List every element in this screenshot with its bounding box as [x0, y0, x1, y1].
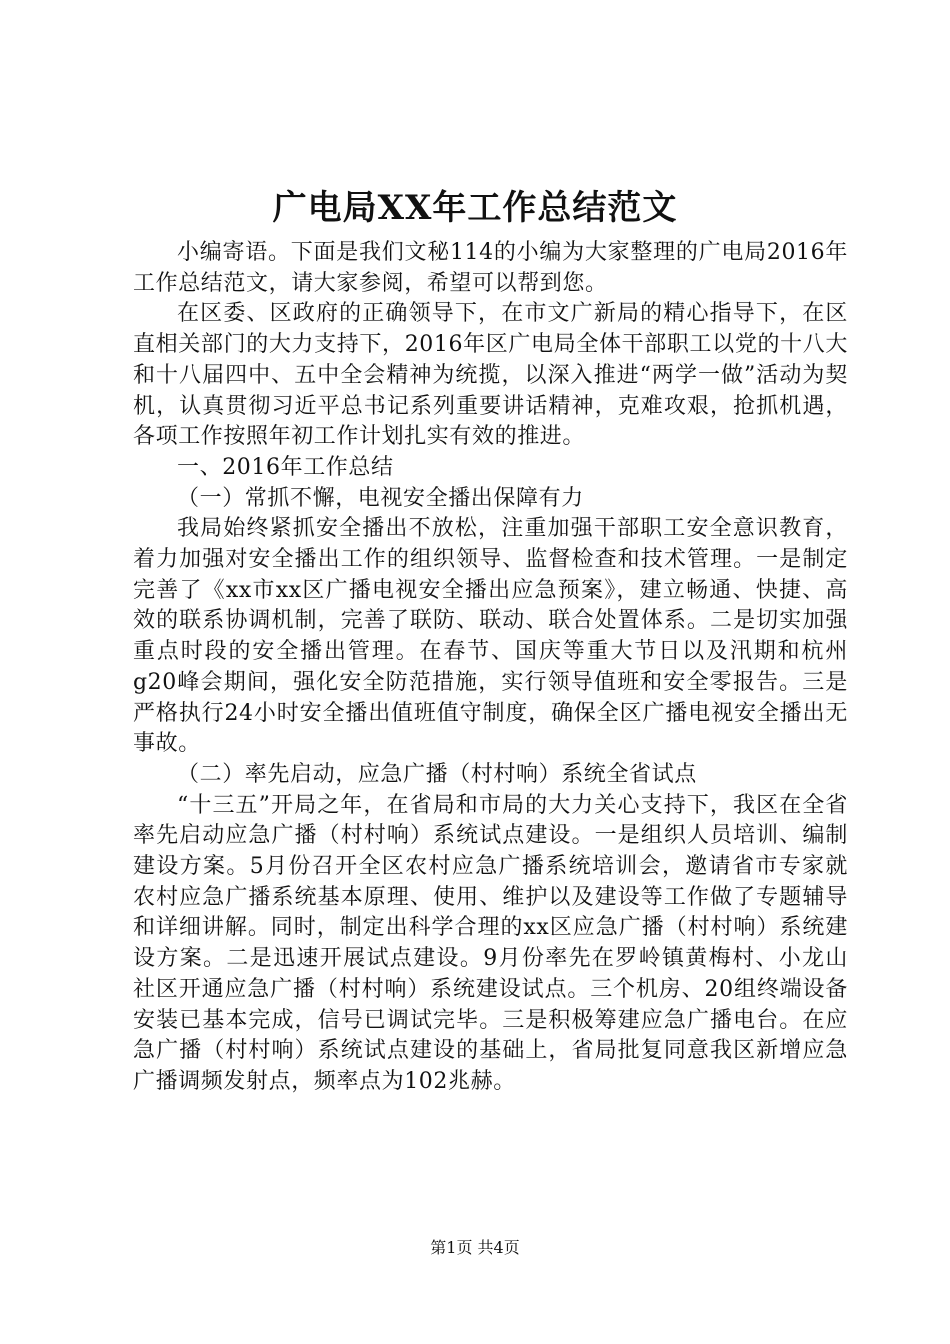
overview-paragraph: 在区委、区政府的正确领导下，在市文广新局的精心指导下，在区直相关部门的大力支持下，2016年区广电局全体干部职工以党的十八大和十八届四中、五中全会精神为统揽，以深入推进“两学一做”活动为契机，认真贯彻习近平总书记系列重要讲话精神，克难攻艰，抢抓机遇，各项工作按照年初工作计划扎实有效的推进。	[133, 301, 848, 450]
intro-paragraph: 小编寄语。下面是我们文秘114的小编为大家整理的广电局2016年工作总结范文，请大家参阅，希望可以帮到您。	[133, 240, 848, 296]
subsection-heading-1: （一）常抓不懈，电视安全播出保障有力	[177, 485, 584, 511]
subsection-heading-2: （二）率先启动，应急广播（村村响）系统全省试点	[177, 761, 697, 787]
document-body	[133, 238, 848, 1098]
page-number: 第1页 共4页	[430, 1238, 520, 1257]
document-title: 广电局XX年工作总结范文	[272, 188, 678, 228]
broadcast-safety-paragraph: 我局始终紧抓安全播出不放松，注重加强干部职工安全意识教育，着力加强对安全播出工作的组织领导、监督检查和技术管理。一是制定完善了《xx市xx区广播电视安全播出应急预案》，建立畅通、快捷、高效的联系协调机制，完善了联防、联动、联合处置体系。二是切实加强重点时段的安全播出管理。在春节、国庆等重大节日以及汛期和杭州g20峰会期间，强化安全防范措施，实行领导值班和安全零报告。三是严格执行24小时安全播出值班值守制度，确保全区广播电视安全播出无事故。	[133, 516, 848, 757]
section-heading: 一、2016年工作总结	[177, 454, 394, 480]
emergency-broadcast-paragraph: “十三五”开局之年，在省局和市局的大力关心支持下，我区在全省率先启动应急广播（村村响）系统试点建设。一是组织人员培训、编制建设方案。5月份召开全区农村应急广播系统培训会，邀请省市专家就农村应急广播系统基本原理、使用、维护以及建设等工作做了专题辅导和详细讲解。同时，制定出科学合理的xx区应急广播（村村响）系统建设方案。二是迅速开展试点建设。9月份率先在罗岭镇黄梅村、小龙山社区开通应急广播（村村响）系统建设试点。三个机房、20组终端设备安装已基本完成，信号已调试完毕。三是积极筹建应急广播电台。在应急广播（村村响）系统试点建设的基础上，省局批复同意我区新增应急广播调频发射点，频率点为102兆赫。	[133, 792, 848, 1094]
